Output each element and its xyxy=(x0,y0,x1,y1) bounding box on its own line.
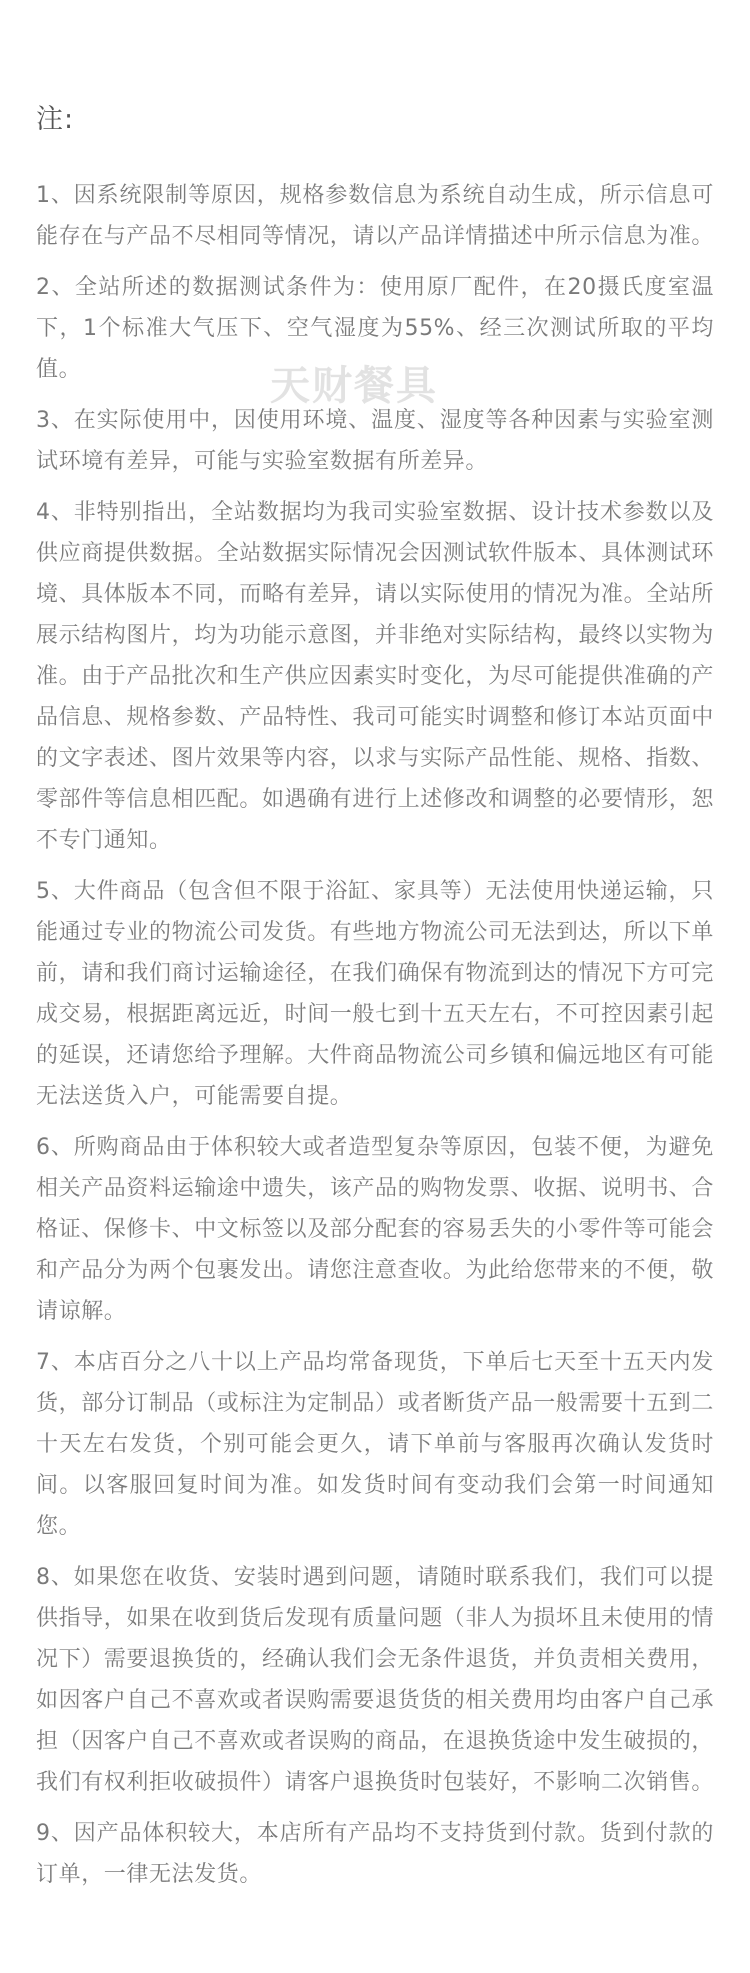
notice-item-6: 6、所购商品由于体积较大或者造型复杂等原因，包装不便，为避免相关产品资料运输途中遗失，该产品的购物发票、收据、说明书、合格证、保修卡、中文标签以及部分配套的容易丢失的小零件等可能会和产品分为两个包裹发出。请您注意查收。为此给您带来的不便，敬请谅解。 xyxy=(36,1135,715,1324)
notice-item-2: 2、全站所述的数据测试条件为：使用原厂配件，在20摄氏度室温下，1个标准大气压下、空气湿度为55%、经三次测试所取的平均值。 xyxy=(36,275,714,382)
notice-item-7: 7、本店百分之八十以上产品均常备现货，下单后七天至十五天内发货，部分订制品（或标注为定制品）或者断货产品一般需要十五到二十天左右发货，个别可能会更久，请下单前与客服再次确认发货时间。以客服回复时间为准。如发货时间有变动我们会第一时间通知您。 xyxy=(36,1350,715,1539)
notice-item-1: 1、因系统限制等原因，规格参数信息为系统自动生成，所示信息可能存在与产品不尽相同等情况，请以产品详情描述中所示信息为准。 xyxy=(36,183,715,249)
notice-item-4: 4、非特别指出，全站数据均为我司实验室数据、设计技术参数以及供应商提供数据。全站数据实际情况会因测试软件版本、具体测试环境、具体版本不同，而略有差异，请以实际使用的情况为准。全站所展示结构图片，均为功能示意图，并非绝对实际结构，最终以实物为准。由于产品批次和生产供应因素实时变化，为尽可能提供准确的产品信息、规格参数、产品特性、我司可能实时调整和修订本站页面中的文字表述、图片效果等内容，以求与实际产品性能、规格、指数、零部件等信息相匹配。如遇确有进行上述修改和调整的必要情形，恕不专门通知。 xyxy=(36,500,715,853)
notice-item-5: 5、大件商品（包含但不限于浴缸、家具等）无法使用快递运输，只能通过专业的物流公司发货。有些地方物流公司无法到达，所以下单前，请和我们商讨运输途径，在我们确保有物流到达的情况下方可完成交易，根据距离远近，时间一般七到十五天左右，不可控因素引起的延误，还请您给予理解。大件商品物流公司乡镇和偏远地区有可能无法送货入户，可能需要自提。 xyxy=(36,879,715,1109)
notice-item-9: 9、因产品体积较大，本店所有产品均不支持货到付款。货到付款的订单，一律无法发货。 xyxy=(36,1821,714,1887)
notice-list xyxy=(36,175,714,1895)
notice-item-8: 8、如果您在收货、安装时遇到问题，请随时联系我们，我们可以提供指导，如果在收到货后发现有质量问题（非人为损坏且未使用的情况下）需要退换货的，经确认我们会无条件退货，并负责相关费用，如因客户自己不喜欢或者误购需要退货货的相关费用均由客户自己承担（因客户自己不喜欢或者误购的商品，在退换货途中发生破损的，我们有权利拒收破损件）请客户退换货时包装好，不影响二次销售。 xyxy=(36,1565,715,1795)
watermark-text: 天财餐具 xyxy=(270,363,438,409)
notice-item-3: 3、在实际使用中，因使用环境、温度、湿度等各种因素与实验室测试环境有差异，可能与实验室数据有所差异。 xyxy=(36,408,714,474)
notice-title: 注: xyxy=(36,104,75,135)
